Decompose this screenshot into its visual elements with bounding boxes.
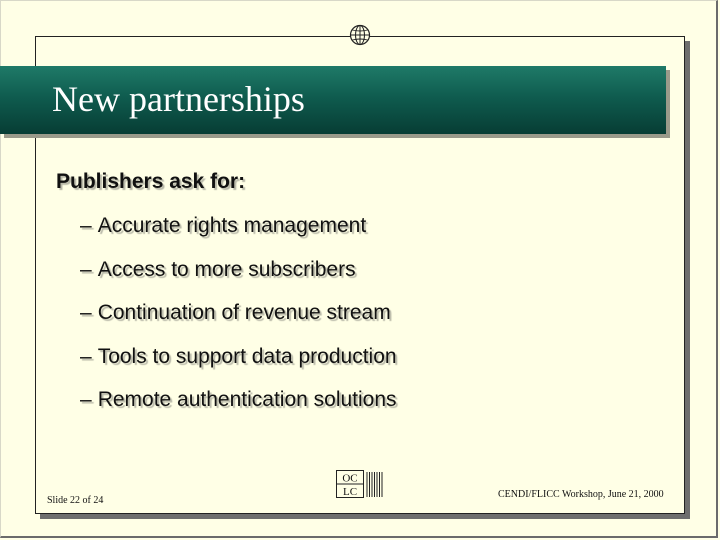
oclc-logo (336, 470, 386, 498)
bullet-text: Tools to support data production (97, 344, 397, 368)
slide-heading: Publishers ask for: (56, 170, 246, 193)
bullet-text: Accurate rights management (97, 214, 367, 237)
bullet-list (80, 214, 397, 432)
bullet-item (80, 258, 397, 302)
slide-number: Slide 22 of 24 (47, 495, 104, 506)
slide-title: New partnerships (52, 79, 305, 119)
bullet-item (80, 388, 397, 432)
bullet-text: Continuation of revenue stream (97, 301, 391, 324)
bullet-text: Access to more subscribers (97, 257, 356, 281)
bullet-item (80, 345, 397, 389)
bullet-item (80, 301, 397, 345)
bullet-dash: – (80, 301, 92, 324)
bullet-dash: – (80, 214, 92, 237)
globe-icon (349, 24, 371, 46)
bullet-dash: – (80, 344, 92, 368)
bullet-dash: – (80, 257, 92, 281)
logo-text-bottom: LC (342, 486, 358, 498)
logo-text-top: OC (342, 472, 358, 485)
bullet-dash: – (80, 388, 92, 411)
bullet-item (80, 214, 397, 258)
slide-footer: CENDI/FLICC Workshop, June 21, 2000 (498, 489, 664, 500)
bullet-text: Remote authentication solutions (97, 388, 397, 411)
